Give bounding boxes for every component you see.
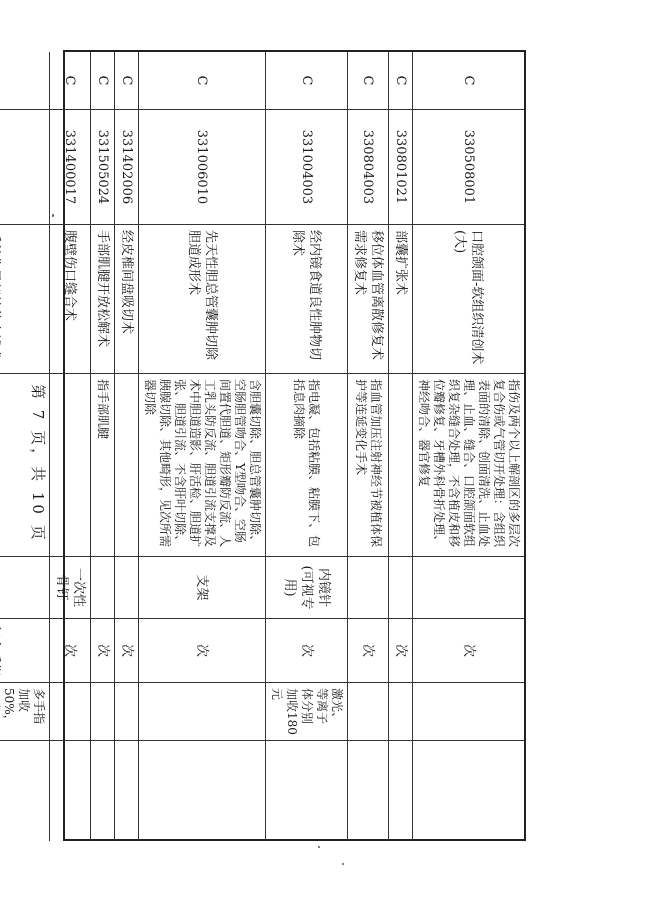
item-name-cell: 口腔颌面-软组织清创术(大) bbox=[412, 225, 524, 374]
content-cell: 指伤及两个以上解剖区的多层次复合伤或气管切开处理：含组织表面的清除、创面清洗、止血处理、止血、缝合、口腔颌面软组织复杂缝合处理，不含植皮和移位瓣修复、牙槽外科骨折处理、神经吻合、器官修复 bbox=[412, 374, 524, 557]
blank-cell bbox=[49, 741, 90, 841]
content-cell: 指手部肌腱 bbox=[90, 374, 114, 557]
scan-speck bbox=[318, 846, 320, 848]
unit-cell: 次 bbox=[49, 619, 90, 683]
unit-cell: 次 bbox=[138, 619, 265, 683]
blank-cell bbox=[347, 741, 388, 841]
code-cell: 330801021 bbox=[388, 110, 412, 225]
note-cell bbox=[412, 683, 524, 741]
category-cell: C bbox=[347, 52, 388, 110]
code-cell: 331006010 bbox=[138, 110, 265, 225]
blank-cell bbox=[0, 741, 49, 841]
code-cell: 331402006 bbox=[114, 110, 138, 225]
category-cell: C bbox=[388, 52, 412, 110]
unit-cell: 次 bbox=[388, 619, 412, 683]
item-name-cell bbox=[0, 225, 49, 374]
scan-speck bbox=[52, 214, 54, 217]
note-cell bbox=[138, 683, 265, 741]
exclusion-cell bbox=[90, 557, 114, 619]
item-name-cell: 移位体血管离散修复术需求修复术 bbox=[347, 225, 388, 374]
category-cell: C bbox=[90, 52, 114, 110]
note-cell bbox=[114, 683, 138, 741]
exclusion-cell bbox=[388, 557, 412, 619]
exclusion-cell: 一次性骨钉 bbox=[49, 557, 90, 619]
content-cell bbox=[114, 374, 138, 557]
exclusion-cell bbox=[347, 557, 388, 619]
blank-cell bbox=[265, 741, 347, 841]
item-name-cell: 经内镜食道良性肿物切除术 bbox=[265, 225, 347, 374]
exclusion-cell bbox=[114, 557, 138, 619]
blank-cell bbox=[138, 741, 265, 841]
unit-cell: 次 bbox=[412, 619, 524, 683]
code-cell: 330804003 bbox=[347, 110, 388, 225]
content-cell: 含胆囊切除、胆总管囊肿切除、空肠胆管吻合、Y型吻合、空肠间置代胆道、矩形瓣防反流、人工乳头防反流、胆道引流支撑及术中胆道造影、肝活检、胆道扩张、胆道引流、不含肝叶切除、胰腺切除、其他畸形，见次所需器切除 bbox=[138, 374, 265, 557]
blank-cell bbox=[388, 741, 412, 841]
note-cell bbox=[347, 683, 388, 741]
item-name-cell: 经皮椎间盘吸切术 bbox=[114, 225, 138, 374]
note-cell: 多手指加收50%， bbox=[0, 683, 49, 741]
content-cell bbox=[388, 374, 412, 557]
item-name-cell: 腹壁伤口缝合术 bbox=[49, 225, 90, 374]
unit-cell bbox=[0, 619, 49, 683]
category-cell bbox=[0, 52, 49, 110]
category-cell: C bbox=[114, 52, 138, 110]
unit-cell: 次 bbox=[347, 619, 388, 683]
note-cell bbox=[49, 683, 90, 741]
note-cell: 激光、等离子体分别加收180元 bbox=[265, 683, 347, 741]
category-cell: C bbox=[265, 52, 347, 110]
exclusion-cell bbox=[412, 557, 524, 619]
content-cell bbox=[49, 374, 90, 557]
unit-cell: 次 bbox=[265, 619, 347, 683]
category-cell: C bbox=[412, 52, 524, 110]
scan-speck bbox=[342, 863, 344, 865]
blank-cell bbox=[114, 741, 138, 841]
unit-cell: 次 bbox=[90, 619, 114, 683]
item-name-cell: 手部肌腱开放松解术 bbox=[90, 225, 114, 374]
code-cell: 331505024 bbox=[90, 110, 114, 225]
blank-cell bbox=[90, 741, 114, 841]
exclusion-cell: 支架 bbox=[138, 557, 265, 619]
item-name-cell: 部囊扩张术 bbox=[388, 225, 412, 374]
code-cell bbox=[0, 110, 49, 225]
blank-cell bbox=[412, 741, 524, 841]
note-cell bbox=[388, 683, 412, 741]
page-footer: 第 7 页，共 10 页 bbox=[29, 384, 47, 543]
content-cell: 指血管加压注射神经节被植体保护等连延变化手术 bbox=[347, 374, 388, 557]
code-cell: 331400017 bbox=[49, 110, 90, 225]
code-cell: 330508001 bbox=[412, 110, 524, 225]
exclusion-cell bbox=[0, 557, 49, 619]
category-cell: C bbox=[138, 52, 265, 110]
note-cell bbox=[90, 683, 114, 741]
exclusion-cell: 内镜针(可视专用) bbox=[265, 557, 347, 619]
unit-cell: 次 bbox=[114, 619, 138, 683]
content-cell: 指电凝、包括粘膜、粘膜下、包括息肉摘除 bbox=[265, 374, 347, 557]
category-cell: C bbox=[49, 52, 90, 110]
item-name-cell: 先天性胆总管囊肿切除胆道成形术 bbox=[138, 225, 265, 374]
code-cell: 331004003 bbox=[265, 110, 347, 225]
